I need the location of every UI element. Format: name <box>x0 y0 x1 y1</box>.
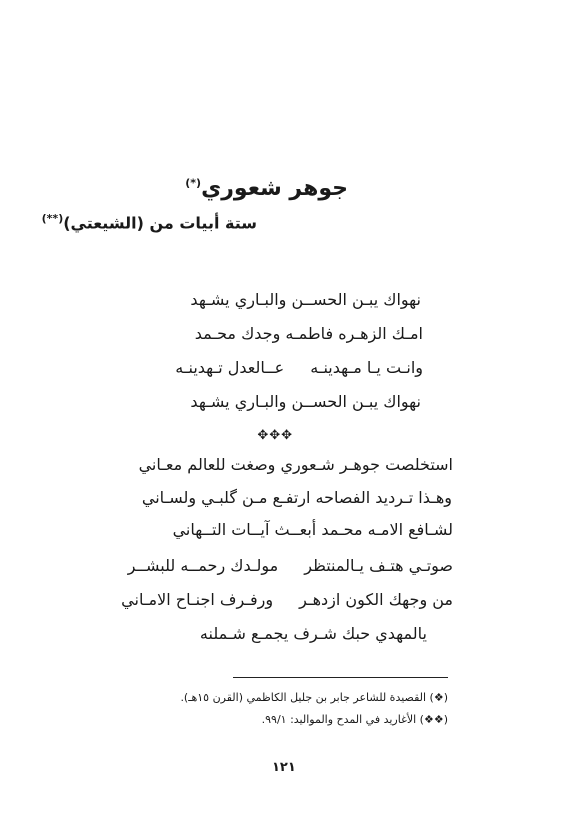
verse-line-9-second-hemistich: ورفـرف اجنـاح الامـاني <box>121 590 274 609</box>
verse-line-6: وهـذا تـرديد الفصاحه ارتفـع مـن گلبـي ولسـاني <box>141 488 452 507</box>
verse-line-8-first-hemistich: صوتـي هتـف يـالمنتظر <box>304 556 453 575</box>
page-number: ١٢١ <box>272 760 296 775</box>
stanza-separator: ✥✥✥ <box>257 428 293 443</box>
poem-subtitle <box>42 212 257 232</box>
subtitle-footnote-marker: (**) <box>41 212 64 225</box>
poem-subtitle-text: ستة أبيات من (الشيعتي) <box>63 213 257 233</box>
verse-line-7: لشـافع الامـه محـمد أبعــث آيــات التــهاني <box>172 520 453 539</box>
verse-line-1: نهواك يبـن الحســن والبـاري يشـهد <box>190 290 421 309</box>
poem-title <box>185 176 348 201</box>
verse-line-3-second-hemistich: عــالعدل تـهدينـه <box>175 358 285 377</box>
verse-line-3 <box>175 358 423 377</box>
title-footnote-marker: (*) <box>185 176 202 190</box>
verse-line-9 <box>121 590 453 609</box>
verse-line-10: يالمهدي حبك شـرف يجمـع شـملنه <box>199 624 427 643</box>
verse-line-3-first-hemistich: وانـت يـا مـهدينـه <box>310 358 423 377</box>
footnote-divider <box>233 677 448 678</box>
verse-line-8 <box>128 556 453 575</box>
verse-line-8-second-hemistich: مولـدك رحمــه للبشــر <box>127 556 279 575</box>
poem-title-text: جوهر شعوري <box>201 176 348 201</box>
footnote-1: (❖) القصيدة للشاعر جابر بن جليل الكاظمي (القرن ١٥هـ). <box>180 691 448 704</box>
verse-line-2: امـك الزهـره فاطمـه وجدك محـمد <box>194 324 423 343</box>
footnote-2: (❖❖) الأغاريد في المدح والمواليد: ٩٩/١. <box>261 713 448 726</box>
verse-line-4: نهواك يبـن الحســن والبـاري يشـهد <box>190 392 421 411</box>
verse-line-9-first-hemistich: من وجهك الكون ازدهـر <box>299 590 453 609</box>
verse-line-5: استخلصت جوهـر شـعوري وصغت للعالم معـاني <box>138 455 453 474</box>
